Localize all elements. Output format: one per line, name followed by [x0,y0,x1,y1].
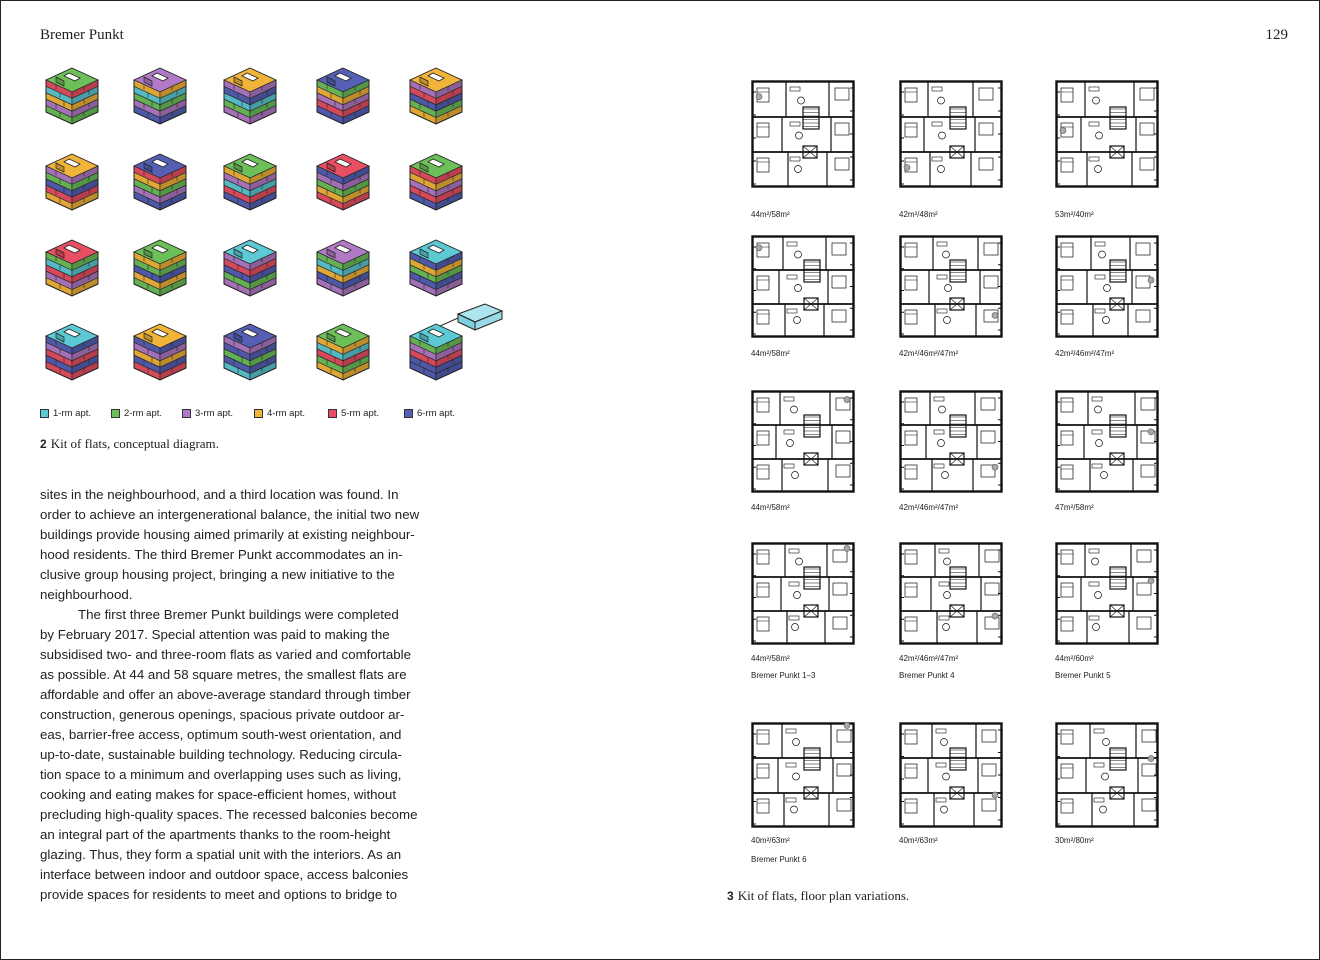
floor-plan [1055,390,1159,493]
plan-area-label: 44m²/60m² [1055,654,1094,663]
running-header: Bremer Punkt [40,27,124,43]
apartment-cube [313,150,373,214]
figure-caption-text: Kit of flats, conceptual diagram. [50,436,219,451]
apartment-cube [42,150,102,214]
body-line: by February 2017. Special attention was paid to making the [40,627,390,642]
apartment-cube [42,64,102,128]
apartment-cube [130,64,190,128]
plan-area-label: 42m²/46m²/47m² [1055,349,1115,358]
apartment-cube [313,320,373,384]
figure-2-caption [40,436,219,452]
legend-swatch [254,409,263,418]
body-line: an integral part of the apartments thanks to the room-height [40,827,391,842]
apartment-cube [220,64,280,128]
plan-area-label: 40m²/63m² [899,836,938,845]
building-label: Bremer Punkt 4 [899,671,955,680]
building-label: Bremer Punkt 6 [751,855,807,864]
apartment-cube [42,236,102,300]
plan-area-label: 42m²/46m²/47m² [899,654,959,663]
legend-label: 6-rm apt. [417,408,456,419]
body-line: precluding high-quality spaces. The recessed balconies become [40,807,418,822]
legend-swatch [182,409,191,418]
apartment-cube [313,64,373,128]
apartment-cube [42,320,102,384]
legend-item-5rm [328,408,379,419]
body-line: clusive group housing project, bringing a new initiative to the [40,567,395,582]
apartment-cube [313,236,373,300]
apartment-cube [130,320,190,384]
plan-area-label: 53m²/40m² [1055,210,1094,219]
apartment-cube [220,150,280,214]
legend-label: 4-rm apt. [267,408,306,419]
plan-area-label: 42m²/48m² [899,210,938,219]
floor-plan [899,722,1003,828]
legend-swatch [328,409,337,418]
legend-label: 5-rm apt. [341,408,380,419]
floor-plan [899,80,1003,188]
plan-area-label: 44m²/58m² [751,210,790,219]
annex-block [440,296,510,346]
body-line: glazing. Thus, they form a spatial unit with the interiors. As an [40,847,402,862]
plan-area-label: 42m²/46m²/47m² [899,503,959,512]
body-line: neighbourhood. [40,587,133,602]
floor-plan [1055,542,1159,645]
floor-plan [1055,80,1159,188]
body-line: up-to-date, sustainable building technology. Reducing circula- [40,747,402,762]
floor-plan [1055,235,1159,338]
apartment-cube [406,64,466,128]
figure-number: 3 [727,889,734,903]
floor-plan [899,390,1003,493]
building-label: Bremer Punkt 5 [1055,671,1111,680]
body-line: hood residents. The third Bremer Punkt accommodates an in- [40,547,403,562]
body-line: affordable and offer an above-average standard through timber [40,687,411,702]
floor-plan [751,390,855,493]
plan-area-label: 40m²/63m² [751,836,790,845]
apartment-cube [130,150,190,214]
plan-area-label: 42m²/46m²/47m² [899,349,959,358]
apartment-cube [220,236,280,300]
floor-plan [751,235,855,338]
legend-item-6rm [404,408,455,419]
floor-plan [1055,722,1159,828]
body-line: The first three Bremer Punkt buildings were completed [78,607,399,622]
legend-item-3rm [182,408,233,419]
body-line: buildings provide housing aimed primarily at existing neighbour- [40,527,415,542]
plan-area-label: 47m²/58m² [1055,503,1094,512]
legend-swatch [404,409,413,418]
body-line: as possible. At 44 and 58 square metres, the smallest flats are [40,667,407,682]
floor-plan [899,542,1003,645]
legend-swatch [111,409,120,418]
plan-area-label: 44m²/58m² [751,349,790,358]
plan-area-label: 30m²/80m² [1055,836,1094,845]
figure-3-caption [727,888,909,904]
body-line: interface between indoor and outdoor space, access balconies [40,867,409,882]
apartment-cube [130,236,190,300]
figure-number: 2 [40,437,47,451]
body-line: eas, barrier-free access, optimum south-west orientation, and [40,727,402,742]
legend-swatch [40,409,49,418]
page-number: 129 [1265,27,1288,43]
body-line: tion space to a minimum and overlapping uses such as living, [40,767,402,782]
body-line: provide spaces for residents to meet and options to bridge to [40,887,398,902]
body-line: construction, generous openings, spacious private outdoor ar- [40,707,405,722]
body-line: subsidised two- and three-room flats as varied and comfortable [40,647,412,662]
body-line: cooking and eating makes for space-efficient homes, without [40,787,397,802]
legend-item-2rm [111,408,162,419]
building-label: Bremer Punkt 1–3 [751,671,816,680]
plan-area-label: 44m²/58m² [751,503,790,512]
apartment-legend [40,408,480,422]
apartment-cube [406,236,466,300]
floor-plan [751,80,855,188]
apartment-cube [406,150,466,214]
floor-plan [751,722,855,828]
legend-label: 1-rm apt. [53,408,92,419]
legend-label: 3-rm apt. [195,408,234,419]
figure-caption-text: Kit of flats, floor plan variations. [737,888,910,903]
plan-area-label: 44m²/58m² [751,654,790,663]
body-line: order to achieve an intergenerational balance, the initial two new [40,507,420,522]
floor-plan [751,542,855,645]
floor-plan [899,235,1003,338]
apartment-cube [220,320,280,384]
legend-label: 2-rm apt. [124,408,163,419]
legend-item-1rm [40,408,91,419]
legend-item-4rm [254,408,305,419]
body-line: sites in the neighbourhood, and a third location was found. In [40,487,399,502]
